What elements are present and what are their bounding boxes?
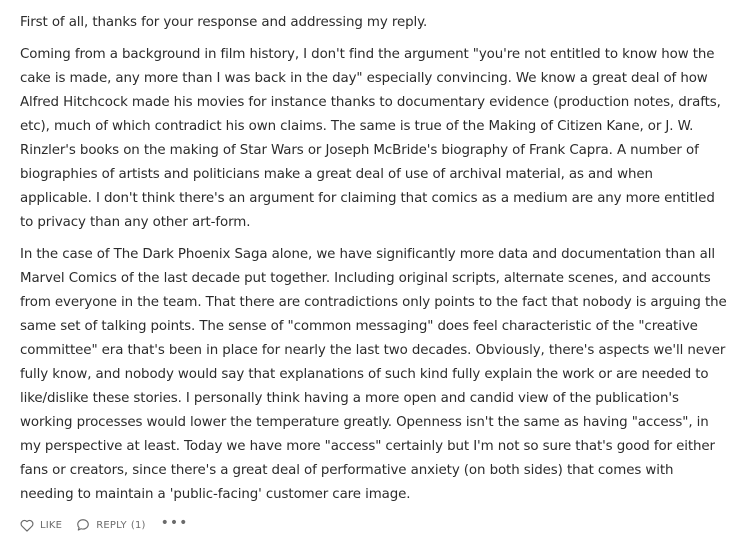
comment-paragraph-1: First of all, thanks for your response and addressing my reply. [20,15,428,30]
comment-body [20,11,728,515]
comment-paragraph-3: In the case of The Dark Phoenix Saga alone, we have significantly more data and documentation than all Marvel Comics of the last decade put together. Including original scripts, alternate scenes, and accounts from everyone in the team. That there are contradictions only points to the fact that nobody is arguing the same set of talking points. The sense of "common messaging" does feel characteristic of the "creative committee" era that's been in place for nearly the last two decades. Obviously, there's aspects we'll never fully know, and nobody would say that explanations of such kind fully explain the work or are needed to like/dislike these stories. I personally think having a more open and candid view of the publication's working processes would lower the temperature greatly. Openness isn't the same as having "access", in my perspective at least. Today we have more "access" certainly but I'm not so sure that's good for either fans or creators, since there's a great deal of performative anxiety (on both sides) that comes with needing to maintain a 'public-facing' customer care image. [20,247,727,502]
reply-button[interactable] [76,518,145,532]
speech-bubble-icon [76,518,90,532]
reply-count: (1) [130,519,146,531]
comment-paragraph-2: Coming from a background in film history, I don't find the argument "you're not entitled to know how the cake is made, any more than I was back in the day" especially convincing. We know a great deal of how Alfred Hitchcock made his movies for instance thanks to documentary evidence (production notes, drafts, etc), much of which contradict his own claims. The same is true of the Making of Citizen Kane, or J. W. Rinzler's books on the making of Star Wars or Joseph McBride's biography of Frank Capra. A number of biographies of artists and politicians make a great deal of use of archival material, as and when applicable. I don't think there's an argument for claiming that comics as a medium are any more entitled to privacy than any other art-form. [20,47,721,230]
comment-actions-bar [20,515,188,535]
more-options-button[interactable] [160,515,189,532]
more-dots-icon: ••• [160,515,189,531]
like-button[interactable] [20,519,62,532]
like-label: LIKE [40,519,63,531]
reply-label: REPLY [96,519,127,531]
heart-icon [20,519,34,532]
